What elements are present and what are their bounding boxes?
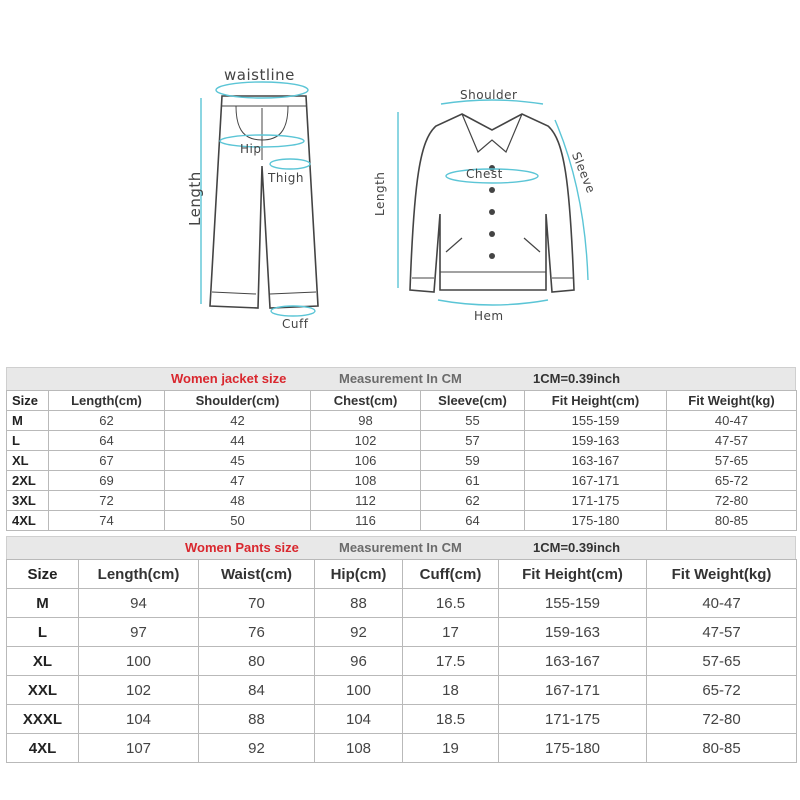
hip-label: Hip: [240, 142, 262, 156]
pants-value-cell: 108: [315, 734, 403, 763]
jacket-table-row: [7, 431, 797, 451]
jacket-table: [6, 390, 797, 531]
pants-value-cell: 18: [403, 676, 499, 705]
pants-value-cell: 88: [199, 705, 315, 734]
jacket-value-cell: 175-180: [525, 511, 667, 531]
pants-header-cell: Cuff(cm): [403, 560, 499, 589]
cuff-label: Cuff: [282, 317, 309, 331]
jacket-value-cell: 159-163: [525, 431, 667, 451]
jacket-size-cell: M: [7, 411, 49, 431]
jacket-value-cell: 102: [311, 431, 421, 451]
pants-value-cell: 80: [199, 647, 315, 676]
pants-value-cell: 175-180: [499, 734, 647, 763]
jacket-value-cell: 72: [49, 491, 165, 511]
pants-value-cell: 104: [315, 705, 403, 734]
jacket-value-cell: 42: [165, 411, 311, 431]
jacket-value-cell: 48: [165, 491, 311, 511]
pants-drawing: [210, 96, 318, 308]
pants-table-row: [7, 589, 797, 618]
jacket-value-cell: 116: [311, 511, 421, 531]
jacket-value-cell: 69: [49, 471, 165, 491]
jacket-value-cell: 55: [421, 411, 525, 431]
pants-value-cell: 94: [79, 589, 199, 618]
jacket-size-cell: 2XL: [7, 471, 49, 491]
pants-value-cell: 70: [199, 589, 315, 618]
pants-value-cell: 92: [199, 734, 315, 763]
jacket-value-cell: 59: [421, 451, 525, 471]
pants-value-cell: 92: [315, 618, 403, 647]
pants-header-cell: Fit Weight(kg): [647, 560, 797, 589]
pants-size-cell: XXXL: [7, 705, 79, 734]
jacket-header-cell: Length(cm): [49, 391, 165, 411]
thigh-label: Thigh: [268, 171, 304, 185]
jacket-value-cell: 171-175: [525, 491, 667, 511]
jacket-value-cell: 74: [49, 511, 165, 531]
jacket-value-cell: 108: [311, 471, 421, 491]
garment-drawings: [0, 0, 800, 360]
pants-value-cell: 84: [199, 676, 315, 705]
jacket-value-cell: 64: [421, 511, 525, 531]
pants-value-cell: 100: [79, 647, 199, 676]
jacket-header-cell: Chest(cm): [311, 391, 421, 411]
pants-size-cell: XL: [7, 647, 79, 676]
jacket-value-cell: 47: [165, 471, 311, 491]
pants-table-title-bar: [6, 536, 796, 559]
jacket-header-cell: Fit Height(cm): [525, 391, 667, 411]
jacket-value-cell: 155-159: [525, 411, 667, 431]
jacket-size-cell: 3XL: [7, 491, 49, 511]
jacket-value-cell: 61: [421, 471, 525, 491]
pants-value-cell: 163-167: [499, 647, 647, 676]
pants-value-cell: 155-159: [499, 589, 647, 618]
jacket-table-row: [7, 511, 797, 531]
sleeve-label: Sleeve: [569, 150, 599, 196]
jacket-value-cell: 98: [311, 411, 421, 431]
pants-value-cell: 57-65: [647, 647, 797, 676]
jacket-header-cell: Shoulder(cm): [165, 391, 311, 411]
jacket-conversion-note: 1CM=0.39inch: [533, 371, 621, 386]
pants-table: [6, 559, 797, 763]
pants-size-table: [6, 536, 796, 763]
pants-header-cell: Waist(cm): [199, 560, 315, 589]
jacket-header-cell: Sleeve(cm): [421, 391, 525, 411]
jacket-value-cell: 47-57: [667, 431, 797, 451]
waistline-label: waistline: [224, 66, 295, 84]
pants-value-cell: 167-171: [499, 676, 647, 705]
jacket-value-cell: 163-167: [525, 451, 667, 471]
pants-size-cell: L: [7, 618, 79, 647]
jacket-size-cell: XL: [7, 451, 49, 471]
pants-value-cell: 17: [403, 618, 499, 647]
jacket-table-title-bar: [6, 367, 796, 390]
jacket-guides: [398, 100, 588, 305]
jacket-value-cell: 65-72: [667, 471, 797, 491]
jacket-value-cell: 112: [311, 491, 421, 511]
jacket-table-row: [7, 491, 797, 511]
jacket-value-cell: 67: [49, 451, 165, 471]
jacket-value-cell: 62: [49, 411, 165, 431]
pants-value-cell: 76: [199, 618, 315, 647]
pants-length-label: Length: [186, 171, 204, 226]
jacket-drawing: [410, 114, 574, 292]
jacket-length-label: Length: [373, 171, 387, 216]
jacket-table-row: [7, 471, 797, 491]
jacket-value-cell: 45: [165, 451, 311, 471]
pants-table-row: [7, 676, 797, 705]
pants-value-cell: 88: [315, 589, 403, 618]
pants-value-cell: 16.5: [403, 589, 499, 618]
jacket-header-cell: Fit Weight(kg): [667, 391, 797, 411]
pants-header-row: [7, 560, 797, 589]
pants-value-cell: 19: [403, 734, 499, 763]
pants-value-cell: 17.5: [403, 647, 499, 676]
pants-value-cell: 80-85: [647, 734, 797, 763]
pants-value-cell: 72-80: [647, 705, 797, 734]
pants-value-cell: 104: [79, 705, 199, 734]
jacket-value-cell: 57: [421, 431, 525, 451]
pants-header-cell: Hip(cm): [315, 560, 403, 589]
hem-label: Hem: [474, 309, 504, 323]
jacket-value-cell: 72-80: [667, 491, 797, 511]
pants-value-cell: 18.5: [403, 705, 499, 734]
measurement-diagrams: [0, 0, 800, 360]
pants-size-cell: XXL: [7, 676, 79, 705]
jacket-size-table: [6, 367, 796, 531]
jacket-size-cell: L: [7, 431, 49, 451]
pants-header-cell: Size: [7, 560, 79, 589]
pants-value-cell: 100: [315, 676, 403, 705]
pants-value-cell: 97: [79, 618, 199, 647]
jacket-value-cell: 57-65: [667, 451, 797, 471]
pants-size-cell: M: [7, 589, 79, 618]
jacket-table-row: [7, 411, 797, 431]
pants-value-cell: 107: [79, 734, 199, 763]
jacket-value-cell: 62: [421, 491, 525, 511]
pants-value-cell: 65-72: [647, 676, 797, 705]
jacket-value-cell: 80-85: [667, 511, 797, 531]
jacket-size-cell: 4XL: [7, 511, 49, 531]
jacket-table-title: Women jacket size: [171, 371, 287, 386]
pants-header-cell: Fit Height(cm): [499, 560, 647, 589]
pants-table-row: [7, 618, 797, 647]
chest-label: Chest: [466, 167, 503, 181]
jacket-value-cell: 106: [311, 451, 421, 471]
jacket-value-cell: 50: [165, 511, 311, 531]
shoulder-label: Shoulder: [460, 88, 518, 102]
pants-value-cell: 159-163: [499, 618, 647, 647]
pants-size-cell: 4XL: [7, 734, 79, 763]
jacket-header-cell: Size: [7, 391, 49, 411]
pants-table-title: Women Pants size: [185, 540, 299, 555]
pants-table-row: [7, 705, 797, 734]
pants-value-cell: 96: [315, 647, 403, 676]
jacket-value-cell: 44: [165, 431, 311, 451]
pants-value-cell: 47-57: [647, 618, 797, 647]
jacket-value-cell: 64: [49, 431, 165, 451]
pants-value-cell: 40-47: [647, 589, 797, 618]
pants-value-cell: 102: [79, 676, 199, 705]
pants-measurement-note: Measurement In CM: [339, 540, 462, 555]
pants-header-cell: Length(cm): [79, 560, 199, 589]
jacket-measurement-note: Measurement In CM: [339, 371, 462, 386]
jacket-header-row: [7, 391, 797, 411]
jacket-value-cell: 167-171: [525, 471, 667, 491]
pants-table-row: [7, 734, 797, 763]
pants-conversion-note: 1CM=0.39inch: [533, 540, 621, 555]
pants-value-cell: 171-175: [499, 705, 647, 734]
jacket-table-row: [7, 451, 797, 471]
pants-table-row: [7, 647, 797, 676]
jacket-value-cell: 40-47: [667, 411, 797, 431]
